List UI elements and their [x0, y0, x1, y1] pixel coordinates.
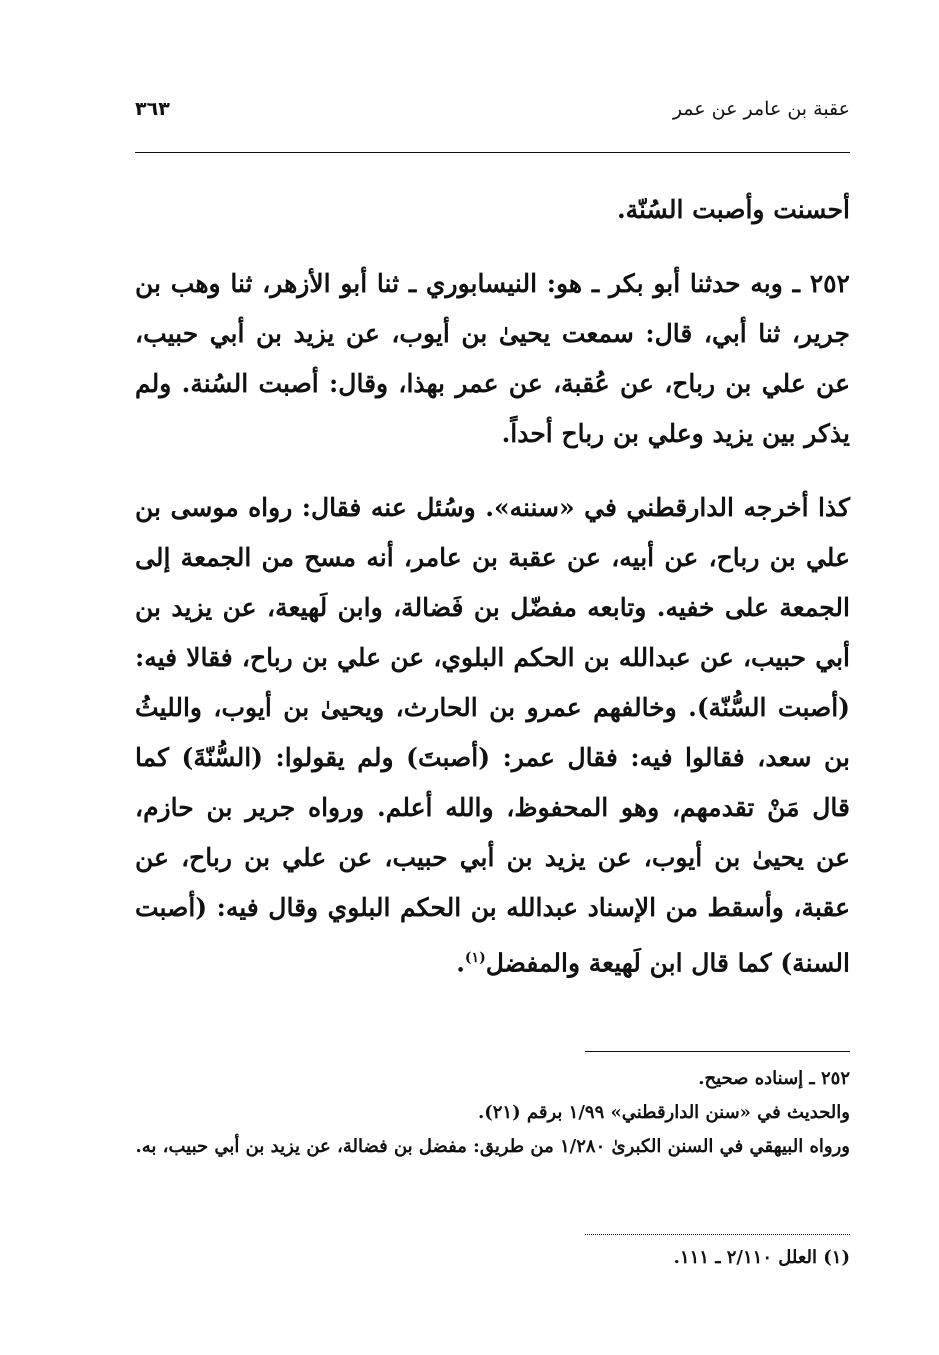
footnote-line-2: والحديث في «سنن الدارقطني» ١/٩٩ برقم (٢١).: [477, 1102, 850, 1123]
commentary-end: .: [456, 948, 465, 978]
endnote: (١) العلل ٢/١١٠ ـ ١١١.: [673, 1247, 850, 1268]
page-number: ٣٦٣: [135, 98, 170, 120]
main-text: [135, 185, 850, 988]
running-title: عقبة بن عامر عن عمر: [672, 98, 850, 120]
endnote-dotted-rule: [585, 1234, 850, 1235]
commentary-text: كذا أخرجه الدارقطني في «سننه». وسُئل عنه فقال: رواه موسى بن علي بن رباح، عن أبيه، عن عقبة بن عامر، أنه مسح من الجمعة إلى الجمعة على خفيه. وتابعه مفضّل بن فَضالة، وابن لَهيعة، عن يزيد بن أبي حبيب، عن عبدالله بن الحكم البلوي، عن علي بن رباح، فقالا فيه: (أصبت السُّنّة). وخالفهم عمرو بن الحارث، ويحيىٰ بن أيوب، والليثُ بن سعد، فقالوا فيه: فقال عمر: (أصبتَ) ولم يقولوا: (السُّنّةَ) كما قال مَنْ تقدمهم، وهو المحفوظ، والله أعلم. ورواه جرير بن حازم، عن يحيىٰ بن أيوب، عن يزيد بن أبي حبيب، عن علي بن رباح، عن عقبة، وأسقط من الإسناد عبدالله بن الحكم البلوي وقال فيه: (أصبت السنة) كما قال ابن لَهيعة والمفضل: [135, 493, 850, 978]
footnote-rule: [585, 1051, 850, 1052]
commentary-paragraph: [135, 483, 850, 988]
footnote-line-3: ورواه البيهقي في السنن الكبرىٰ ١/٢٨٠ من طريق: مفضل بن فضالة، عن يزيد بن أبي حبيب، به.: [135, 1136, 850, 1157]
footnote-line-1: ٢٥٢ ـ إسناده صحيح.: [698, 1068, 850, 1089]
hadith-252: ٢٥٢ ـ وبه حدثنا أبو بكر ـ هو: النيسابوري ـ ثنا أبو الأزهر، ثنا وهب بن جرير، ثنا أبي، قال: سمعت يحيىٰ بن أيوب، عن يزيد بن أبي حبيب، عن علي بن رباح، عن عُقبة، عن عمر بهذا، وقال: أصبت السُنة. ولم يذكر بين يزيد وعلي بن رباح أحداً.: [135, 269, 850, 448]
running-head: [135, 92, 850, 132]
header-rule: [135, 152, 850, 153]
paragraph-gap: [135, 235, 850, 259]
footnote-ref: (١): [464, 950, 486, 966]
footnotes: [135, 1062, 850, 1164]
paragraph-1: أحسنت وأصبت السُنّة.: [616, 195, 850, 224]
paragraph-gap: [135, 459, 850, 483]
